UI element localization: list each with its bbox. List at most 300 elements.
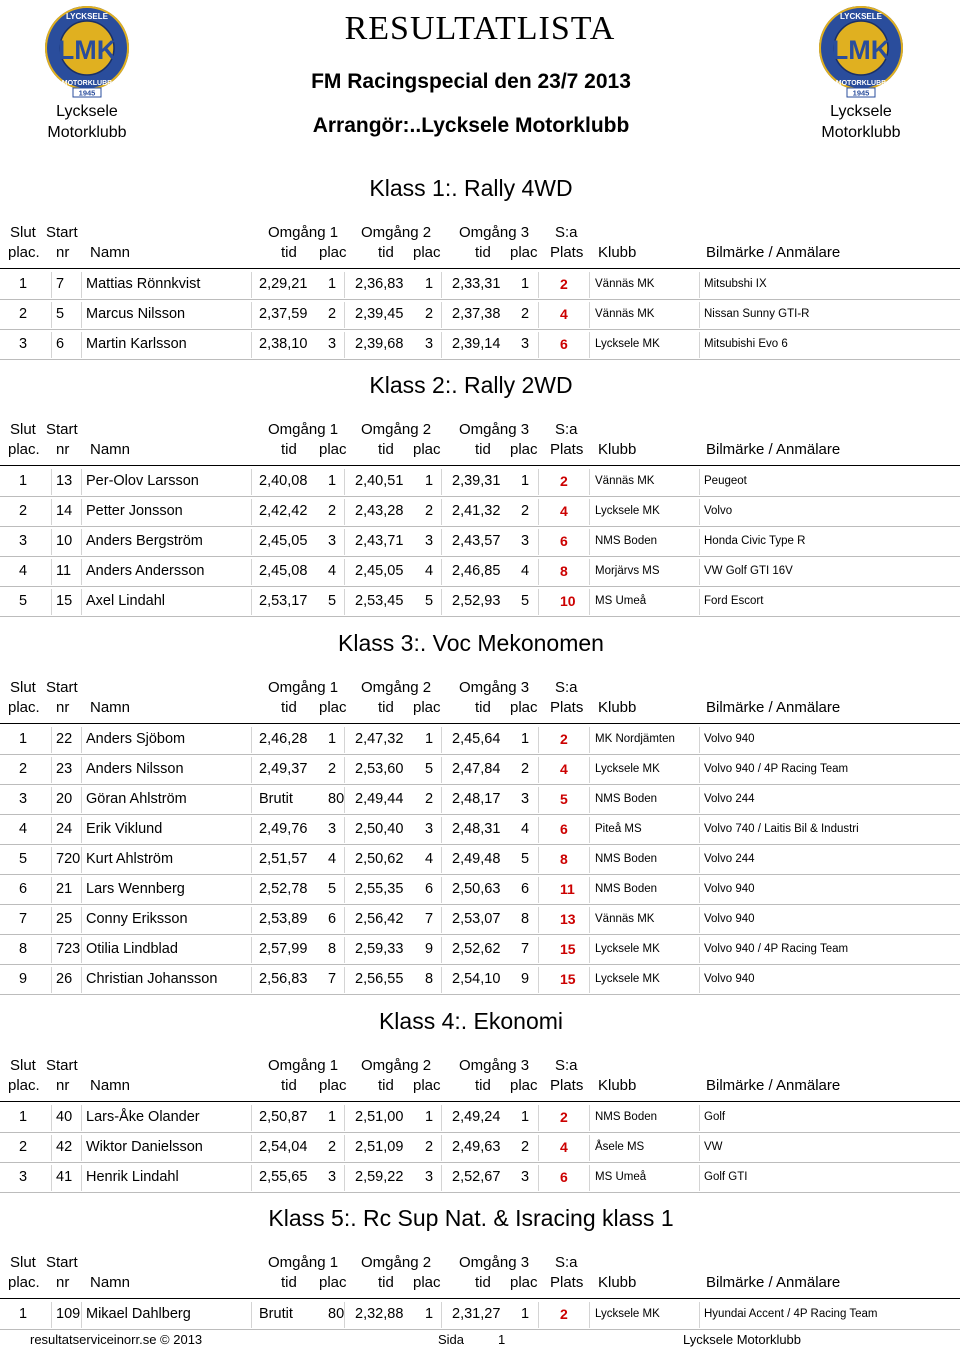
cell-separator [51,469,52,495]
cell-namn: Anders Andersson [86,563,205,579]
cell-t2: 2,39,45 [355,306,404,322]
cell-t2: 2,32,88 [355,1306,404,1322]
cell-sa: 6 [560,1169,568,1185]
cell-separator [51,967,52,993]
cell-separator [81,847,82,873]
column-header-slut: Slut [10,421,36,438]
column-header-slut: Slut [10,1254,36,1271]
column-header [0,220,960,268]
cell-klubb: Lycksele MK [595,973,660,985]
column-header-tid: tid [378,244,394,261]
column-header-tid: tid [281,441,297,458]
cell-p3: 1 [521,731,530,747]
column-header-placsub: plac [319,441,347,458]
cell-separator [589,727,590,753]
cell-separator [251,559,252,585]
header-divider [0,723,960,724]
cell-p2: 1 [425,276,434,292]
cell-plac: 2 [19,503,28,519]
cell-separator [441,907,442,933]
cell-namn: Petter Jonsson [86,503,183,519]
cell-nr: 20 [56,791,73,807]
cell-separator [441,817,442,843]
cell-separator [81,727,82,753]
cell-separator [441,727,442,753]
cell-separator [699,529,700,555]
cell-separator [344,1165,345,1191]
cell-separator [538,967,539,993]
column-header-plats: Plats [550,244,584,261]
cell-p1: 8 [328,941,337,957]
cell-bil: Volvo 940 / 4P Racing Team [704,943,849,955]
cell-p1: 80 [328,1306,345,1322]
cell-bil: Golf [704,1111,726,1123]
column-header-placsub: plac [413,244,441,261]
cell-klubb: MS Umeå [595,595,647,607]
cell-separator [589,1165,590,1191]
cell-t1: 2,55,65 [259,1169,308,1185]
column-header-start: Start [46,679,78,696]
cell-separator [441,272,442,298]
cell-t2: 2,53,60 [355,761,404,777]
cell-separator [699,937,700,963]
cell-namn: Wiktor Danielsson [86,1139,203,1155]
cell-t2: 2,43,71 [355,533,404,549]
cell-t2: 2,47,32 [355,731,404,747]
column-header-plac: plac. [8,699,40,716]
column-header-klubb: Klubb [598,244,637,261]
cell-sa: 2 [560,1306,568,1322]
table-row [0,1163,960,1193]
column-header-omg2: Omgång 2 [361,679,432,696]
cell-separator [51,1135,52,1161]
cell-separator [251,1135,252,1161]
cell-plac: 1 [19,1306,28,1322]
cell-bil: Hyundai Accent / 4P Racing Team [704,1308,878,1320]
cell-klubb: Vännäs MK [595,913,655,925]
cell-separator [589,847,590,873]
cell-bil: Volvo 940 [704,883,755,895]
cell-t3: 2,47,84 [452,761,501,777]
cell-separator [251,332,252,358]
cell-separator [344,272,345,298]
cell-t3: 2,41,32 [452,503,501,519]
cell-separator [441,499,442,525]
cell-separator [81,787,82,813]
cell-p2: 3 [425,336,434,352]
cell-bil: Volvo 940 [704,733,755,745]
cell-p3: 1 [521,1109,530,1125]
cell-separator [699,817,700,843]
cell-t3: 2,52,62 [452,941,501,957]
cell-separator [538,1135,539,1161]
cell-separator [81,1135,82,1161]
cell-sa: 11 [560,881,575,897]
cell-p2: 8 [425,971,434,987]
cell-sa: 13 [560,911,576,927]
cell-t3: 2,31,27 [452,1306,501,1322]
cell-klubb: NMS Boden [595,535,658,547]
column-header-omg2: Omgång 2 [361,1057,432,1074]
cell-plac: 3 [19,791,28,807]
cell-t3: 2,52,93 [452,593,501,609]
cell-sa: 6 [560,821,568,837]
cell-namn: Anders Sjöbom [86,731,186,747]
cell-namn: Anders Bergström [86,533,203,549]
cell-t1: 2,54,04 [259,1139,308,1155]
cell-nr: 109 [56,1306,81,1322]
cell-p2: 2 [425,791,434,807]
cell-namn: Martin Karlsson [86,336,187,352]
column-header [0,1250,960,1298]
cell-klubb: Lycksele MK [595,505,660,517]
cell-separator [251,499,252,525]
cell-t3: 2,48,17 [452,791,501,807]
page-title: RESULTATLISTA [344,10,616,47]
svg-text:MOTORKLUBB: MOTORKLUBB [835,80,887,87]
cell-bil: Golf GTI [704,1171,748,1183]
cell-namn: Göran Ahlström [86,791,187,807]
cell-t1: 2,52,78 [259,881,308,897]
cell-plac: 1 [19,1109,28,1125]
cell-separator [589,1105,590,1131]
table-row [0,527,960,557]
column-header-sa: S:a [555,224,578,241]
logo-left-text: Lycksele Motorklubb [47,103,127,141]
cell-p2: 7 [425,911,434,927]
cell-namn: Per-Olov Larsson [86,473,199,489]
cell-p2: 6 [425,881,434,897]
cell-p2: 3 [425,821,434,837]
cell-t3: 2,52,67 [452,1169,501,1185]
cell-p1: 3 [328,1169,337,1185]
cell-bil: VW [704,1141,723,1153]
cell-separator [699,1165,700,1191]
column-header-omg1: Omgång 1 [268,679,339,696]
cell-separator [538,1302,539,1328]
cell-separator [538,529,539,555]
logo-right-text: Lycksele Motorklubb [821,103,901,141]
cell-nr: 7 [56,276,65,292]
cell-separator [251,1165,252,1191]
cell-bil: Nissan Sunny GTI-R [704,308,810,320]
cell-separator [344,937,345,963]
cell-separator [344,1302,345,1328]
cell-namn: Henrik Lindahl [86,1169,179,1185]
cell-separator [81,499,82,525]
cell-separator [81,907,82,933]
cell-separator [81,469,82,495]
cell-sa: 6 [560,336,568,352]
cell-separator [251,589,252,615]
cell-t3: 2,43,57 [452,533,501,549]
cell-plac: 2 [19,761,28,777]
column-header-tid: tid [281,1077,297,1094]
cell-p2: 1 [425,1306,434,1322]
cell-p2: 9 [425,941,434,957]
cell-t3: 2,37,38 [452,306,501,322]
cell-separator [589,559,590,585]
cell-separator [251,1105,252,1131]
cell-plac: 5 [19,851,28,867]
cell-separator [344,967,345,993]
cell-sa: 4 [560,761,568,777]
table-row [0,300,960,330]
cell-separator [538,272,539,298]
column-header-tid: tid [475,699,491,716]
cell-klubb: Åsele MS [595,1141,645,1153]
header-divider [0,1298,960,1299]
cell-separator [251,877,252,903]
cell-separator [441,332,442,358]
cell-plac: 2 [19,306,28,322]
cell-bil: VW Golf GTI 16V [704,565,793,577]
cell-separator [344,589,345,615]
column-header-nr: nr [56,441,70,458]
cell-nr: 10 [56,533,73,549]
column-header-bilmarke: Bilmärke / Anmälare [706,244,841,261]
cell-p1: 2 [328,306,337,322]
cell-p3: 4 [521,821,530,837]
cell-separator [441,469,442,495]
column-header-placsub: plac [510,699,538,716]
cell-separator [699,559,700,585]
cell-t1: 2,37,59 [259,306,308,322]
cell-t2: 2,39,68 [355,336,404,352]
column-header-klubb: Klubb [598,1077,637,1094]
column-header-placsub: plac [319,1077,347,1094]
cell-separator [251,757,252,783]
cell-separator [589,302,590,328]
cell-p2: 2 [425,1139,434,1155]
column-header-placsub: plac [413,1274,441,1291]
svg-text:LMK: LMK [831,35,891,65]
cell-separator [538,1105,539,1131]
cell-separator [51,529,52,555]
cell-p3: 3 [521,533,530,549]
cell-t2: 2,43,28 [355,503,404,519]
cell-klubb: MK Nordjämten [595,733,675,745]
cell-separator [344,787,345,813]
cell-separator [441,1135,442,1161]
cell-sa: 2 [560,1109,568,1125]
cell-separator [699,272,700,298]
table-row [0,725,960,755]
cell-separator [538,877,539,903]
cell-t1: 2,46,28 [259,731,308,747]
cell-separator [589,1302,590,1328]
cell-nr: 15 [56,593,73,609]
cell-p1: 3 [328,336,337,352]
cell-separator [344,332,345,358]
cell-bil: Volvo 740 / Laitis Bil & Industri [704,823,859,835]
cell-separator [251,817,252,843]
svg-text:1945: 1945 [852,88,870,98]
cell-p1: 3 [328,821,337,837]
cell-p2: 1 [425,1109,434,1125]
column-header-plac: plac. [8,244,40,261]
table-row [0,845,960,875]
cell-p3: 2 [521,761,530,777]
cell-namn: Anders Nilsson [86,761,184,777]
column-header-tid: tid [281,699,297,716]
table-row [0,1103,960,1133]
cell-p1: 1 [328,1109,337,1125]
cell-p1: 2 [328,503,337,519]
cell-separator [441,529,442,555]
cell-t2: 2,45,05 [355,563,404,579]
cell-klubb: Vännäs MK [595,308,655,320]
cell-separator [589,272,590,298]
cell-separator [589,907,590,933]
svg-text:LYCKSELE: LYCKSELE [66,12,108,21]
column-header-bilmarke: Bilmärke / Anmälare [706,1274,841,1291]
cell-plac: 1 [19,473,28,489]
cell-separator [441,1165,442,1191]
cell-separator [251,272,252,298]
cell-separator [538,817,539,843]
cell-bil: Mitsubshi IX [704,278,767,290]
cell-plac: 4 [19,821,28,837]
cell-separator [699,787,700,813]
column-header-start: Start [46,224,78,241]
cell-namn: Lars Wennberg [86,881,185,897]
cell-p1: 7 [328,971,337,987]
table-row [0,935,960,965]
cell-plac: 1 [19,731,28,747]
cell-separator [81,757,82,783]
cell-p2: 5 [425,761,434,777]
table-row [0,587,960,617]
column-header-omg1: Omgång 1 [268,421,339,438]
cell-nr: 6 [56,336,65,352]
cell-p2: 3 [425,533,434,549]
cell-p3: 4 [521,563,530,579]
cell-klubb: Morjärvs MS [595,565,660,577]
cell-separator [538,937,539,963]
cell-p3: 6 [521,881,530,897]
cell-klubb: Lycksele MK [595,1308,660,1320]
cell-separator [81,967,82,993]
cell-plac: 3 [19,336,28,352]
cell-separator [589,529,590,555]
column-header-placsub: plac [510,1274,538,1291]
table-row [0,905,960,935]
cell-t1: Brutit [259,791,293,807]
cell-separator [81,817,82,843]
cell-separator [81,529,82,555]
table-row [0,785,960,815]
cell-separator [441,787,442,813]
column-header-slut: Slut [10,224,36,241]
cell-t3: 2,39,14 [452,336,501,352]
cell-separator [538,757,539,783]
column-header-sa: S:a [555,679,578,696]
cell-klubb: MS Umeå [595,1171,647,1183]
column-header-omg3: Omgång 3 [459,1254,530,1271]
column-header-klubb: Klubb [598,441,637,458]
cell-p1: 80 [328,791,345,807]
column-header-placsub: plac [510,244,538,261]
column-header-omg2: Omgång 2 [361,224,432,241]
cell-nr: 5 [56,306,65,322]
column-header-omg3: Omgång 3 [459,421,530,438]
cell-klubb: NMS Boden [595,793,658,805]
cell-separator [51,1302,52,1328]
cell-p3: 3 [521,1169,530,1185]
cell-t2: 2,56,42 [355,911,404,927]
cell-nr: 25 [56,911,73,927]
cell-sa: 4 [560,1139,568,1155]
footer-page-number: 1 [498,1332,506,1347]
cell-separator [251,907,252,933]
cell-separator [538,589,539,615]
cell-nr: 13 [56,473,73,489]
column-header-namn: Namn [90,699,131,716]
cell-klubb: NMS Boden [595,853,658,865]
cell-p2: 5 [425,593,434,609]
column-header-namn: Namn [90,1274,131,1291]
column-header-slut: Slut [10,679,36,696]
cell-separator [589,937,590,963]
cell-separator [51,559,52,585]
column-header-bilmarke: Bilmärke / Anmälare [706,699,841,716]
cell-sa: 6 [560,533,568,549]
cell-separator [699,847,700,873]
cell-t1: 2,45,05 [259,533,308,549]
cell-separator [441,589,442,615]
column-header-start: Start [46,421,78,438]
cell-klubb: Lycksele MK [595,943,660,955]
cell-p1: 5 [328,881,337,897]
column-header-plac: plac. [8,1077,40,1094]
cell-plac: 6 [19,881,28,897]
cell-nr: 23 [56,761,73,777]
cell-klubb: NMS Boden [595,883,658,895]
cell-t1: 2,56,83 [259,971,308,987]
cell-sa: 2 [560,473,568,489]
cell-t2: 2,53,45 [355,593,404,609]
cell-plac: 4 [19,563,28,579]
column-header-tid: tid [475,441,491,458]
column-header-tid: tid [378,1274,394,1291]
table-row [0,330,960,360]
cell-separator [251,529,252,555]
cell-t3: 2,39,31 [452,473,501,489]
column-header-placsub: plac [319,244,347,261]
column-header-placsub: plac [413,699,441,716]
cell-sa: 4 [560,503,568,519]
cell-separator [441,1302,442,1328]
cell-sa: 10 [560,593,576,609]
cell-t1: 2,38,10 [259,336,308,352]
cell-t2: 2,56,55 [355,971,404,987]
cell-separator [251,469,252,495]
cell-sa: 15 [560,971,576,987]
column-header-nr: nr [56,1077,70,1094]
cell-p3: 3 [521,336,530,352]
cell-separator [344,727,345,753]
cell-t2: 2,59,22 [355,1169,404,1185]
column-header-omg1: Omgång 1 [268,1254,339,1271]
cell-sa: 8 [560,563,568,579]
cell-namn: Marcus Nilsson [86,306,186,322]
column-header-omg3: Omgång 3 [459,1057,530,1074]
cell-separator [538,727,539,753]
column-header-nr: nr [56,699,70,716]
cell-separator [81,302,82,328]
cell-separator [589,469,590,495]
